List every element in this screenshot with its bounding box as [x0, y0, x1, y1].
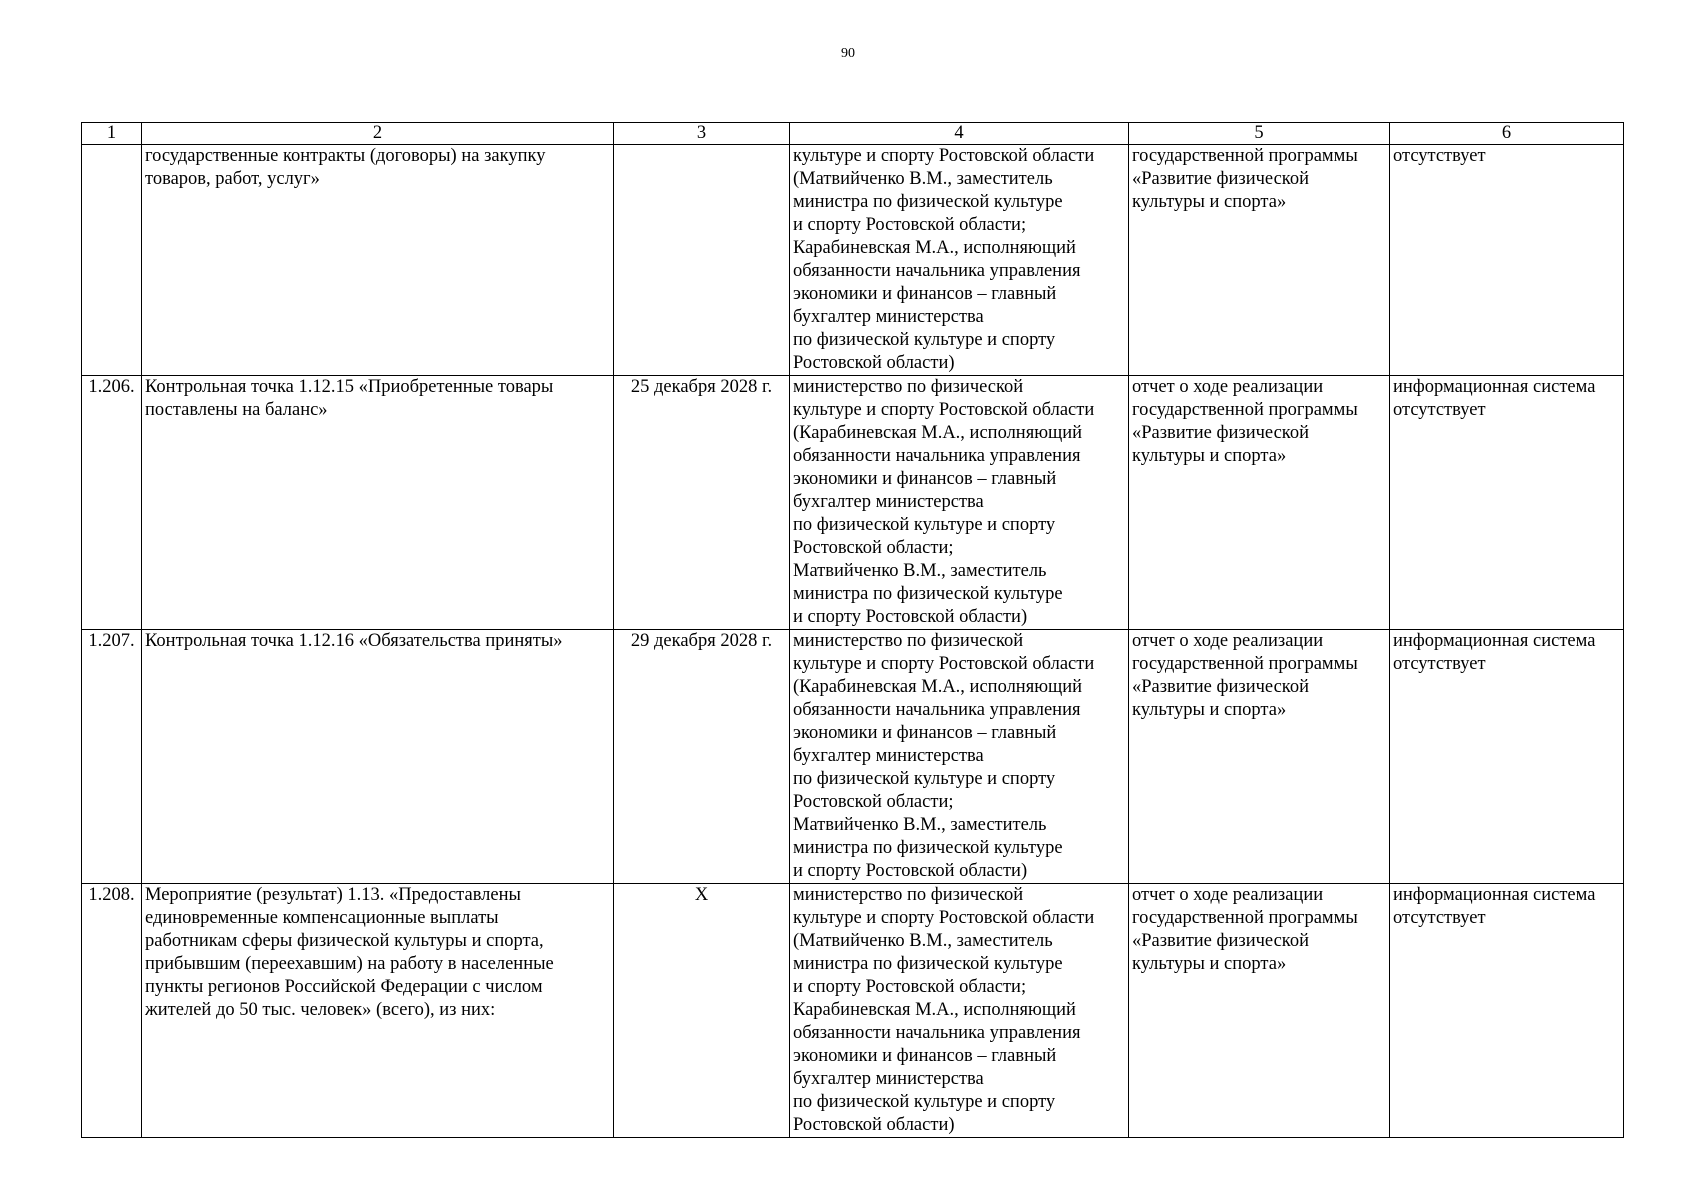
- column-header-1: 1: [82, 123, 142, 145]
- row-document-cell: отчет о ходе реализации государственной программы «Развитие физической культуры и спорта»: [1129, 884, 1390, 1138]
- table-header-row: [82, 123, 1624, 145]
- row-date-cell: 25 декабря 2028 г.: [614, 376, 790, 630]
- control-points-table: [81, 122, 1624, 1138]
- row-system-cell: информационная система отсутствует: [1390, 376, 1624, 630]
- row-number-cell: 1.207.: [82, 630, 142, 884]
- table-row: [82, 145, 1624, 376]
- row-system-cell: отсутствует: [1390, 145, 1624, 376]
- column-header-4: 4: [790, 123, 1129, 145]
- row-responsible-cell: министерство по физической культуре и спорту Ростовской области (Карабиневская М.А., исполняющий обязанности начальника управления экономики и финансов – главный бухгалтер министерства по физической культуре и спорту Ростовской области; Матвийченко В.М., заместитель министра по физической культуре и спорту Ростовской области): [790, 376, 1129, 630]
- row-name-cell: Контрольная точка 1.12.16 «Обязательства приняты»: [142, 630, 614, 884]
- column-header-6: 6: [1390, 123, 1624, 145]
- row-date-cell: [614, 145, 790, 376]
- row-name-cell: Мероприятие (результат) 1.13. «Предоставлены единовременные компенсационные выплаты работникам сферы физической культуры и спорта, прибывшим (переехавшим) на работу в населенные пункты регионов Российской Федерации с числом жителей до 50 тыс. человек» (всего), из них:: [142, 884, 614, 1138]
- row-document-cell: отчет о ходе реализации государственной программы «Развитие физической культуры и спорта»: [1129, 376, 1390, 630]
- table-row: [82, 884, 1624, 1138]
- row-document-cell: государственной программы «Развитие физической культуры и спорта»: [1129, 145, 1390, 376]
- column-header-3: 3: [614, 123, 790, 145]
- row-system-cell: информационная система отсутствует: [1390, 884, 1624, 1138]
- page-number: 90: [841, 46, 855, 61]
- column-header-2: 2: [142, 123, 614, 145]
- row-number-cell: [82, 145, 142, 376]
- row-date-cell: 29 декабря 2028 г.: [614, 630, 790, 884]
- row-date-cell: Х: [614, 884, 790, 1138]
- row-responsible-cell: министерство по физической культуре и спорту Ростовской области (Матвийченко В.М., заместитель министра по физической культуре и спорту Ростовской области; Карабиневская М.А., исполняющий обязанности начальника управления экономики и финансов – главный бухгалтер министерства по физической культуре и спорту Ростовской области): [790, 884, 1129, 1138]
- table-row: [82, 376, 1624, 630]
- row-system-cell: информационная система отсутствует: [1390, 630, 1624, 884]
- column-header-5: 5: [1129, 123, 1390, 145]
- row-number-cell: 1.208.: [82, 884, 142, 1138]
- row-responsible-cell: министерство по физической культуре и спорту Ростовской области (Карабиневская М.А., исполняющий обязанности начальника управления экономики и финансов – главный бухгалтер министерства по физической культуре и спорту Ростовской области; Матвийченко В.М., заместитель министра по физической культуре и спорту Ростовской области): [790, 630, 1129, 884]
- row-number-cell: 1.206.: [82, 376, 142, 630]
- row-name-cell: государственные контракты (договоры) на закупку товаров, работ, услуг»: [142, 145, 614, 376]
- row-responsible-cell: культуре и спорту Ростовской области (Матвийченко В.М., заместитель министра по физической культуре и спорту Ростовской области; Карабиневская М.А., исполняющий обязанности начальника управления экономики и финансов – главный бухгалтер министерства по физической культуре и спорту Ростовской области): [790, 145, 1129, 376]
- row-name-cell: Контрольная точка 1.12.15 «Приобретенные товары поставлены на баланс»: [142, 376, 614, 630]
- row-document-cell: отчет о ходе реализации государственной программы «Развитие физической культуры и спорта»: [1129, 630, 1390, 884]
- table-row: [82, 630, 1624, 884]
